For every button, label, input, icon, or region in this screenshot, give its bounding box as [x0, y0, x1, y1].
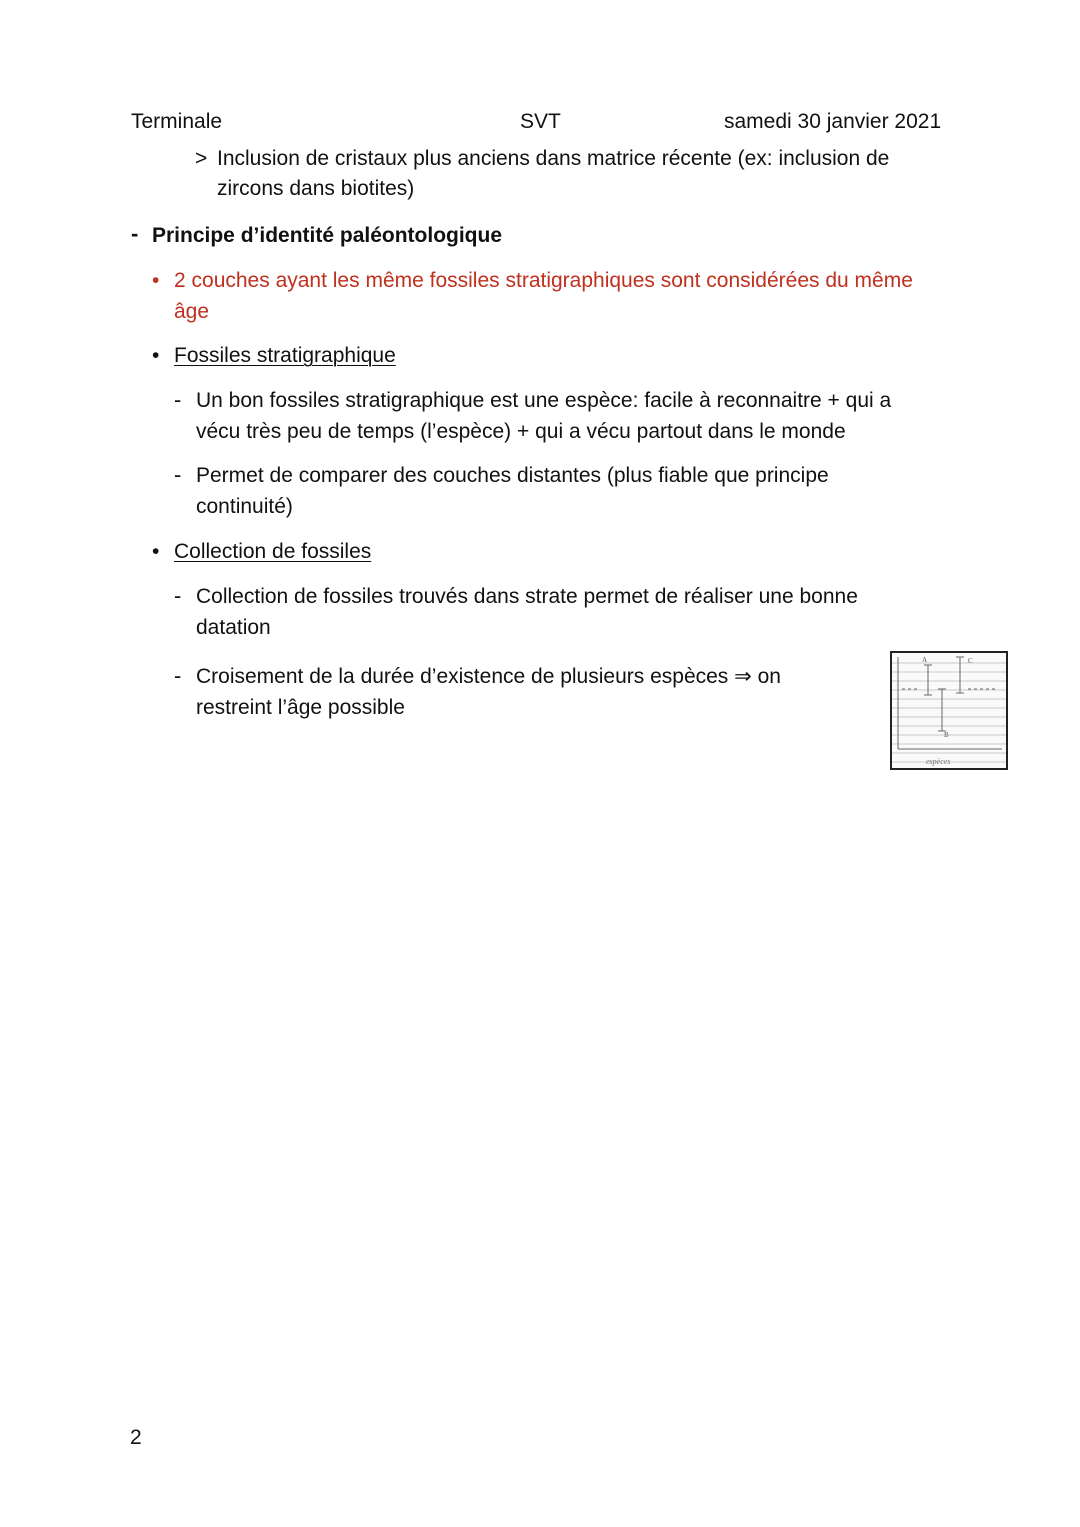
collection-bullet-label: Collection de fossiles: [174, 540, 372, 563]
sketch-caption: espèces: [926, 757, 951, 766]
header-left: Terminale: [131, 110, 223, 133]
sketch-drawing: [892, 653, 1006, 768]
fossiles-item-2-marker: -: [174, 462, 182, 487]
collection-item-1-line-2: datation: [196, 616, 271, 639]
red-bullet-line-1: 2 couches ayant les même fossiles stratigraphiques sont considérées du même: [174, 269, 913, 292]
fossiles-item-2-line-2: continuité): [196, 495, 293, 518]
fossiles-item-2-line-1: Permet de comparer des couches distantes (plus fiable que principe: [196, 464, 829, 487]
collection-item-1-line-1: Collection de fossiles trouvés dans strate permet de réaliser une bonne: [196, 585, 858, 608]
species-range-sketch: [890, 651, 1008, 770]
header-center: SVT: [520, 110, 561, 133]
red-bullet-line-2: âge: [174, 300, 210, 323]
fossiles-item-1-line-1: Un bon fossiles stratigraphique est une espèce: facile à reconnaitre + qui a: [196, 389, 892, 412]
intro-marker: >: [195, 147, 208, 170]
intro-line-1: Inclusion de cristaux plus anciens dans matrice récente (ex: inclusion de: [217, 147, 890, 170]
sketch-label-a: A: [922, 656, 928, 664]
fossiles-item-1-marker: -: [174, 387, 182, 412]
collection-item-2-marker: -: [174, 663, 182, 688]
section-marker: -: [131, 221, 139, 246]
fossiles-item-1-line-2: vécu très peu de temps (l’espèce) + qui a vécu partout dans le monde: [196, 420, 846, 443]
collection-bullet-marker: •: [152, 540, 160, 563]
red-bullet-marker: •: [152, 269, 160, 292]
section-title: Principe d’identité paléontologique: [152, 224, 503, 247]
sketch-label-b: B: [944, 731, 949, 739]
sketch-label-c: C: [968, 657, 973, 665]
fossiles-bullet-marker: •: [152, 344, 160, 367]
collection-item-2-line-2: restreint l’âge possible: [196, 696, 405, 719]
page-number: 2: [130, 1426, 142, 1449]
intro-line-2: zircons dans biotites): [217, 177, 415, 200]
collection-item-1-marker: -: [174, 583, 182, 608]
collection-item-2-line-1: Croisement de la durée d’existence de plusieurs espèces ⇒ on: [196, 665, 781, 688]
fossiles-bullet-label: Fossiles stratigraphique: [174, 344, 396, 367]
header-date: samedi 30 janvier 2021: [724, 110, 942, 133]
